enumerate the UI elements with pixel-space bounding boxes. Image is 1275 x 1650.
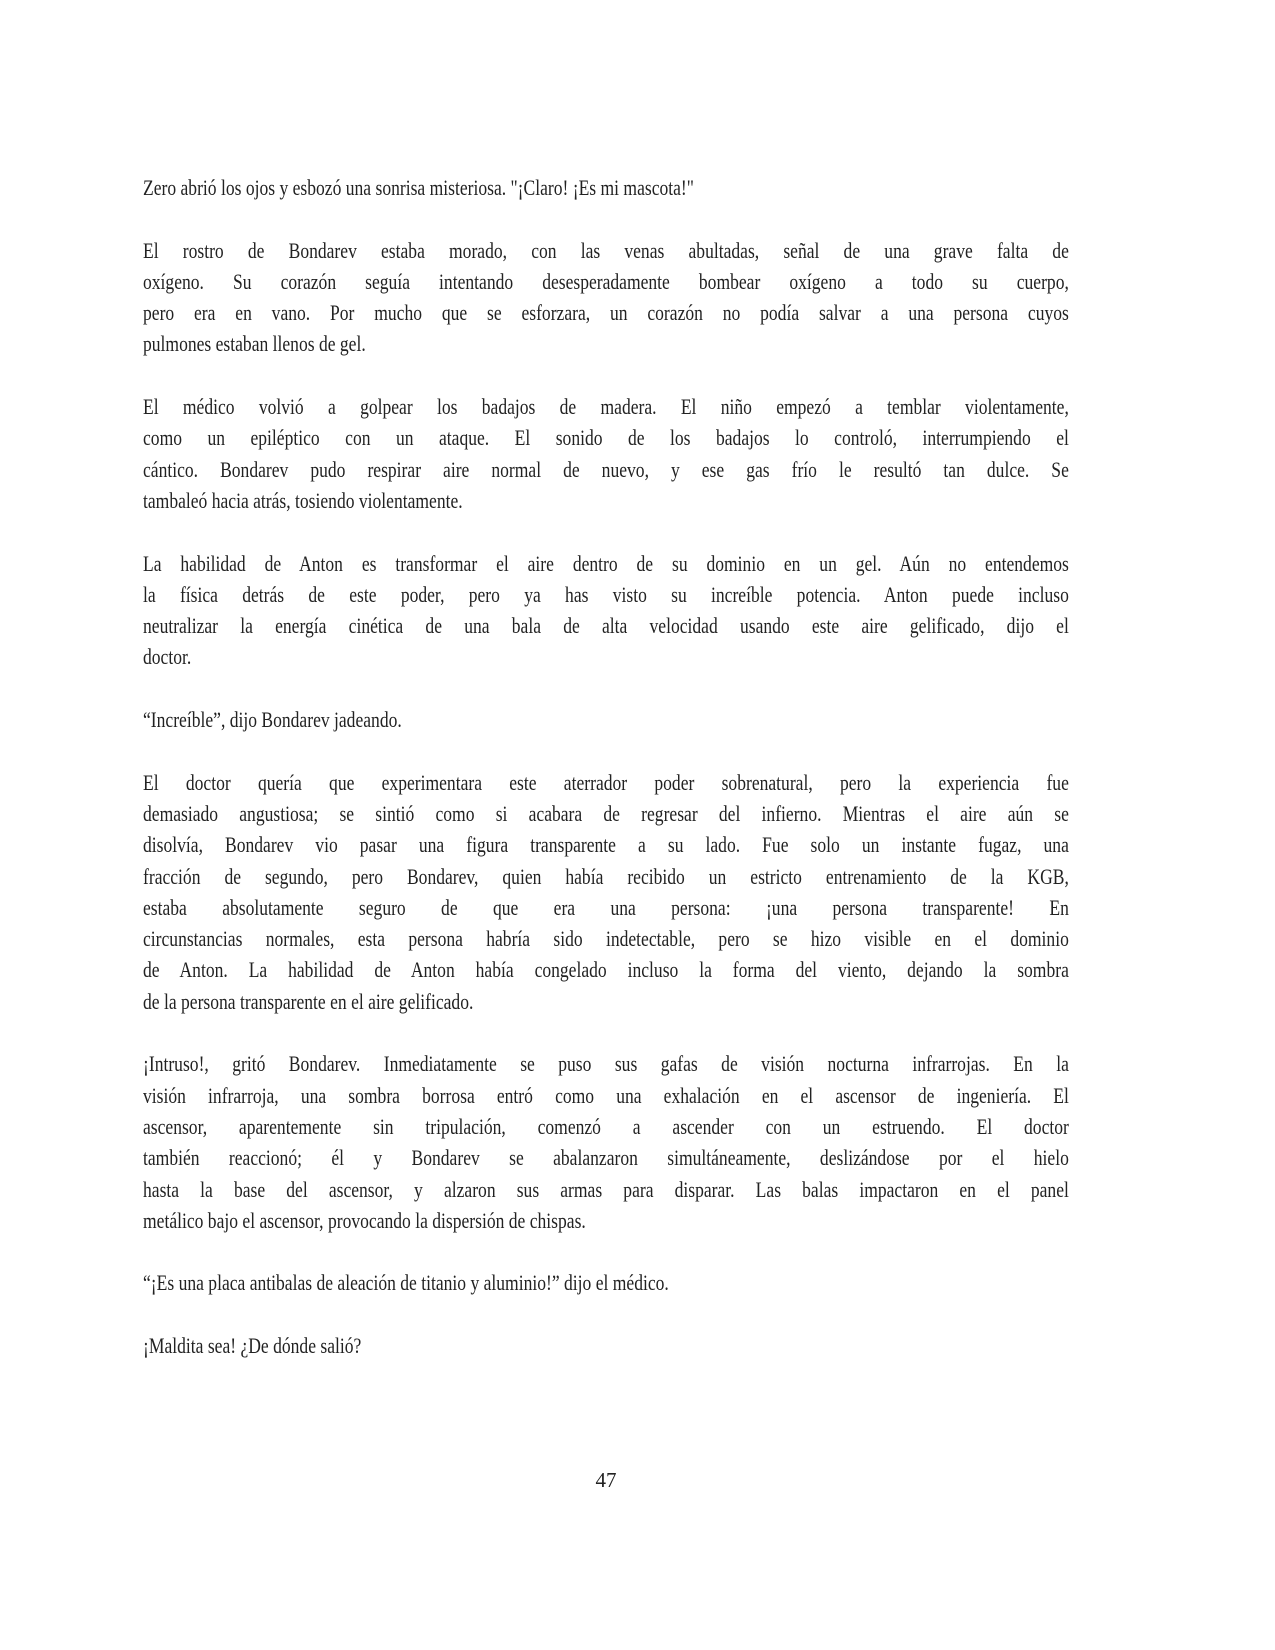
text-line: Zero abrió los ojos y esbozó una sonrisa misteriosa. "¡Claro! ¡Es mi mascota!": [143, 175, 694, 200]
text-line: ¡Maldita sea! ¿De dónde salió?: [143, 1332, 362, 1358]
text-line: de Anton. La habilidad de Anton había congelado incluso la forma del viento, dejando la sombra: [143, 957, 1069, 983]
text-line: neutralizar la energía cinética de una bala de alta velocidad usando este aire gelificado, dijo el: [143, 613, 1069, 639]
text-line: fracción de segundo, pero Bondarev, quien había recibido un estricto entrenamiento de la KGB,: [143, 863, 1069, 889]
paragraph: [143, 172, 1069, 203]
text-line: El doctor quería que experimentara este aterrador poder sobrenatural, pero la experiencia fue: [143, 769, 1069, 795]
text-line: como un epiléptico con un ataque. El sonido de los badajos lo controló, interrumpiendo el: [143, 425, 1069, 451]
text-line: la física detrás de este poder, pero ya has visto su increíble potencia. Anton puede incluso: [143, 581, 1069, 607]
text-line: estaba absolutamente seguro de que era una persona: ¡una persona transparente! En: [143, 894, 1069, 920]
paragraph: [143, 548, 1069, 673]
text-line: circunstancias normales, esta persona habría sido indetectable, pero se hizo visible en el dominio: [143, 926, 1069, 952]
paragraph: [143, 767, 1069, 1017]
text-line: oxígeno. Su corazón seguía intentando desesperadamente bombear oxígeno a todo su cuerpo,: [143, 268, 1069, 294]
paragraph: [143, 1267, 1069, 1298]
paragraph: [143, 235, 1069, 360]
body-text: [143, 172, 1069, 1393]
page-number: 47: [595, 1468, 617, 1492]
text-line: también reaccionó; él y Bondarev se abalanzaron simultáneamente, deslizándose por el hielo: [143, 1145, 1069, 1171]
text-line: demasiado angustiosa; se sintió como si acabara de regresar del infierno. Mientras el aire aún se: [143, 800, 1069, 826]
paragraph: [143, 1330, 1069, 1361]
text-line: La habilidad de Anton es transformar el aire dentro de su dominio en un gel. Aún no entendemos: [143, 550, 1069, 576]
text-line: El rostro de Bondarev estaba morado, con las venas abultadas, señal de una grave falta de: [143, 237, 1069, 263]
text-line: doctor.: [143, 644, 192, 670]
text-line: “Increíble”, dijo Bondarev jadeando.: [143, 707, 402, 733]
paragraph: [143, 391, 1069, 516]
text-line: El médico volvió a golpear los badajos de madera. El niño empezó a temblar violentamente,: [143, 394, 1069, 420]
text-line: metálico bajo el ascensor, provocando la dispersión de chispas.: [143, 1207, 586, 1233]
paragraph: [143, 1048, 1069, 1236]
text-line: visión infrarroja, una sombra borrosa entró como una exhalación en el ascensor de ingeniería. El: [143, 1082, 1069, 1108]
text-line: pero era en vano. Por mucho que se esforzara, un corazón no podía salvar a una persona cuyos: [143, 300, 1069, 326]
text-line: disolvía, Bondarev vio pasar una figura transparente a su lado. Fue solo un instante fugaz, una: [143, 832, 1069, 858]
text-line: pulmones estaban llenos de gel.: [143, 331, 366, 357]
text-line: tambaleó hacia atrás, tosiendo violentamente.: [143, 487, 463, 513]
text-line: ¡Intruso!, gritó Bondarev. Inmediatamente se puso sus gafas de visión nocturna infrarrojas. En la: [143, 1051, 1069, 1077]
text-line: de la persona transparente en el aire gelificado.: [143, 988, 474, 1014]
paragraph: [143, 704, 1069, 735]
text-line: hasta la base del ascensor, y alzaron sus armas para disparar. Las balas impactaron en el panel: [143, 1176, 1069, 1202]
text-line: cántico. Bondarev pudo respirar aire normal de nuevo, y ese gas frío le resultó tan dulce. Se: [143, 456, 1069, 482]
text-line: “¡Es una placa antibalas de aleación de titanio y aluminio!” dijo el médico.: [143, 1270, 669, 1296]
text-line: ascensor, aparentemente sin tripulación, comenzó a ascender con un estruendo. El doctor: [143, 1113, 1069, 1139]
